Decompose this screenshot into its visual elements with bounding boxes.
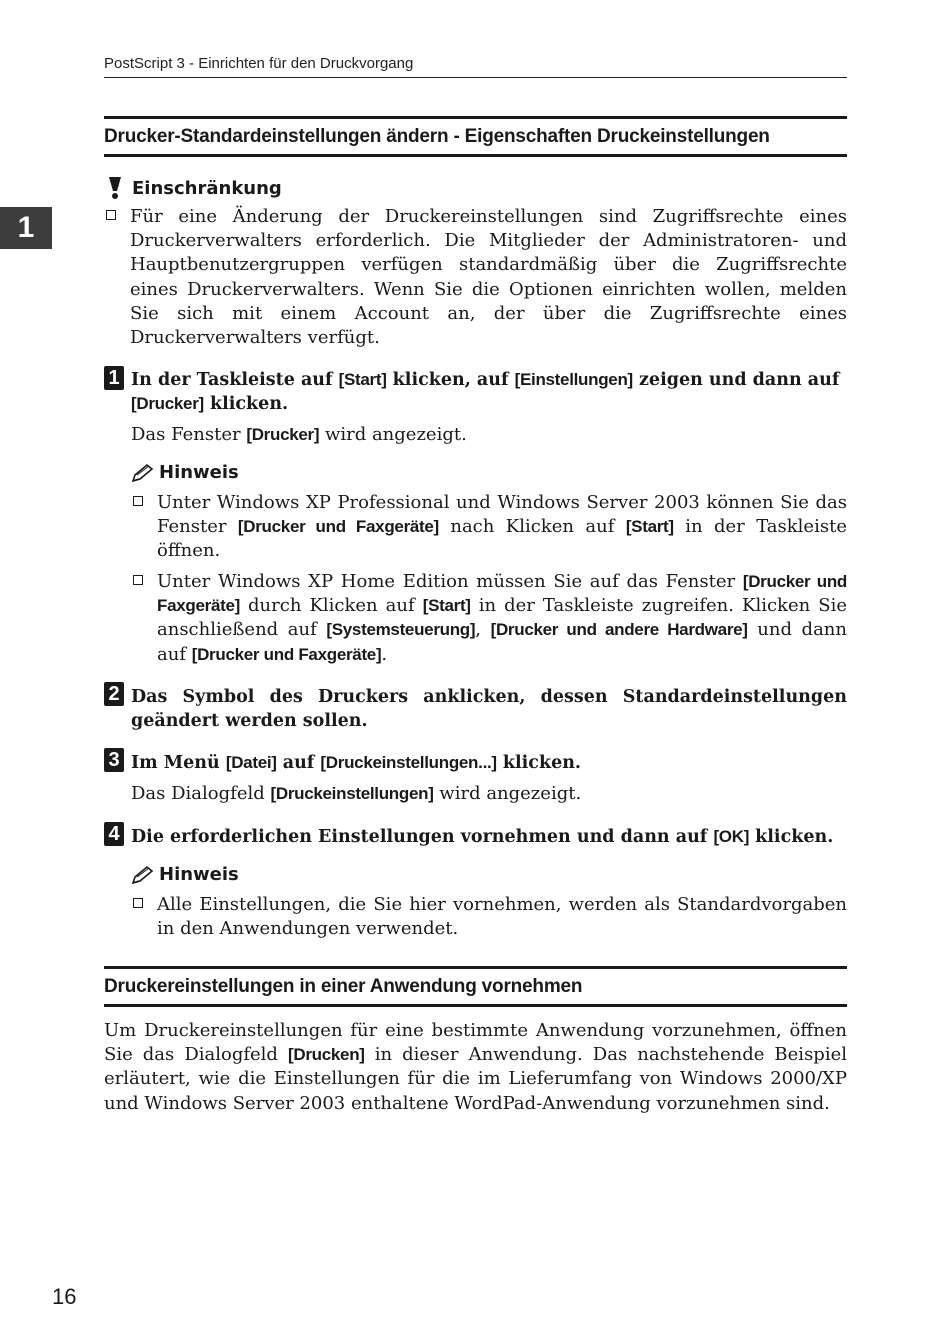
ui-einstellungen: [Einstellungen] bbox=[514, 370, 633, 389]
ui-ok: [OK] bbox=[713, 827, 750, 846]
ui-datei: [Datei] bbox=[225, 753, 277, 772]
restriction-item bbox=[130, 205, 847, 350]
step-1-text: In der Taskleiste auf [Start] klicken, auf [Einstellungen] zeigen und dann auf [Drucker] klicken. bbox=[131, 370, 840, 414]
checkbox-bullet-icon bbox=[133, 898, 143, 908]
ui-drucker: [Drucker] bbox=[131, 394, 204, 413]
hint-1-title-text: Hinweis bbox=[159, 462, 239, 483]
step-3-result: Das Dialogfeld [Druckeinstellungen] wird angezeigt. bbox=[131, 783, 582, 804]
step-number-1: 1 bbox=[104, 366, 124, 390]
ui-druckeinstellungen-menu: [Druckeinstellungen...] bbox=[320, 753, 497, 772]
checkbox-bullet-icon bbox=[106, 210, 116, 220]
ui-drucken: [Drucken] bbox=[288, 1045, 365, 1065]
hint-2-item-1: Alle Einstellungen, die Sie hier vornehmen, werden als Standardvorgaben in den Anwendungen verwendet. bbox=[157, 893, 847, 941]
hint-1-item-2: Unter Windows XP Home Edition müssen Sie auf das Fenster [Drucker und Faxgeräte] durch Klicken auf [Start] in der Taskleiste zugreifen. Klicken Sie anschließend auf [Systemsteuerung], [Drucker und andere Hardware] und dann auf [Drucker und Faxgeräte]. bbox=[157, 570, 847, 667]
running-header: PostScript 3 - Einrichten für den Druckvorgang bbox=[104, 55, 847, 78]
exclamation-icon bbox=[104, 176, 126, 200]
step-1-result: Das Fenster [Drucker] wird angezeigt. bbox=[131, 424, 467, 445]
ui-drucker-window: [Drucker] bbox=[246, 425, 320, 444]
chapter-tab: 1 bbox=[0, 207, 52, 249]
step-number-4: 4 bbox=[104, 822, 124, 846]
pencil-icon bbox=[131, 463, 155, 483]
checkbox-bullet-icon bbox=[133, 575, 143, 585]
restriction-title bbox=[104, 176, 282, 200]
hint-2-title-text: Hinweis bbox=[159, 864, 239, 885]
hint-2-title bbox=[131, 864, 239, 885]
restriction-title-text: Einschränkung bbox=[132, 177, 282, 199]
checkbox-bullet-icon bbox=[133, 496, 143, 506]
ui-druckeinstellungen-dialog: [Druckeinstellungen] bbox=[270, 784, 434, 803]
restriction-text: Für eine Änderung der Druckereinstellungen sind Zugriffsrechte eines Druckerverwalters erforderlich. Die Mitglieder der Administratoren- und Hauptbenutzergruppen verfügen standardmäßig über die Zugriffsrechte eines Druckerverwalters. Wenn Sie die Optionen einrichten wollen, melden Sie sich mit einem Account an, der über die Zugriffsrechte eines Druckerverwalters verfügt. bbox=[130, 206, 847, 349]
step-3-text: Im Menü [Datei] auf [Druckeinstellungen...] klicken. bbox=[131, 753, 582, 773]
section-heading-application-settings: Druckereinstellungen in einer Anwendung vornehmen bbox=[104, 966, 847, 1007]
step-number-3: 3 bbox=[104, 748, 124, 772]
hint-1-title bbox=[131, 462, 239, 483]
ui-start: [Start] bbox=[338, 370, 387, 389]
section-heading-standard-settings: Drucker-Standardeinstellungen ändern - Eigenschaften Druckeinstellungen bbox=[104, 116, 847, 157]
page-number: 16 bbox=[52, 1284, 77, 1309]
step-2-text: Das Symbol des Druckers anklicken, dessen Standardeinstellungen geändert werden sollen. bbox=[131, 687, 847, 731]
step-number-2: 2 bbox=[104, 682, 124, 706]
hint-1-item-1: Unter Windows XP Professional und Windows Server 2003 können Sie das Fenster [Drucker und Faxgeräte] nach Klicken auf [Start] in der Taskleiste öffnen. bbox=[157, 491, 847, 564]
pencil-icon bbox=[131, 865, 155, 885]
section-2-paragraph: Um Druckereinstellungen für eine bestimmte Anwendung vorzunehmen, öffnen Sie das Dialogfeld [Drucken] in dieser Anwendung. Das nachstehende Beispiel erläutert, wie die Einstellungen für die im Lieferumfang von Windows 2000/XP und Windows Server 2003 enthaltene WordPad-Anwendung vorzunehmen sind. bbox=[104, 1020, 847, 1114]
step-4-text: Die erforderlichen Einstellungen vornehmen und dann auf [OK] klicken. bbox=[131, 827, 834, 847]
